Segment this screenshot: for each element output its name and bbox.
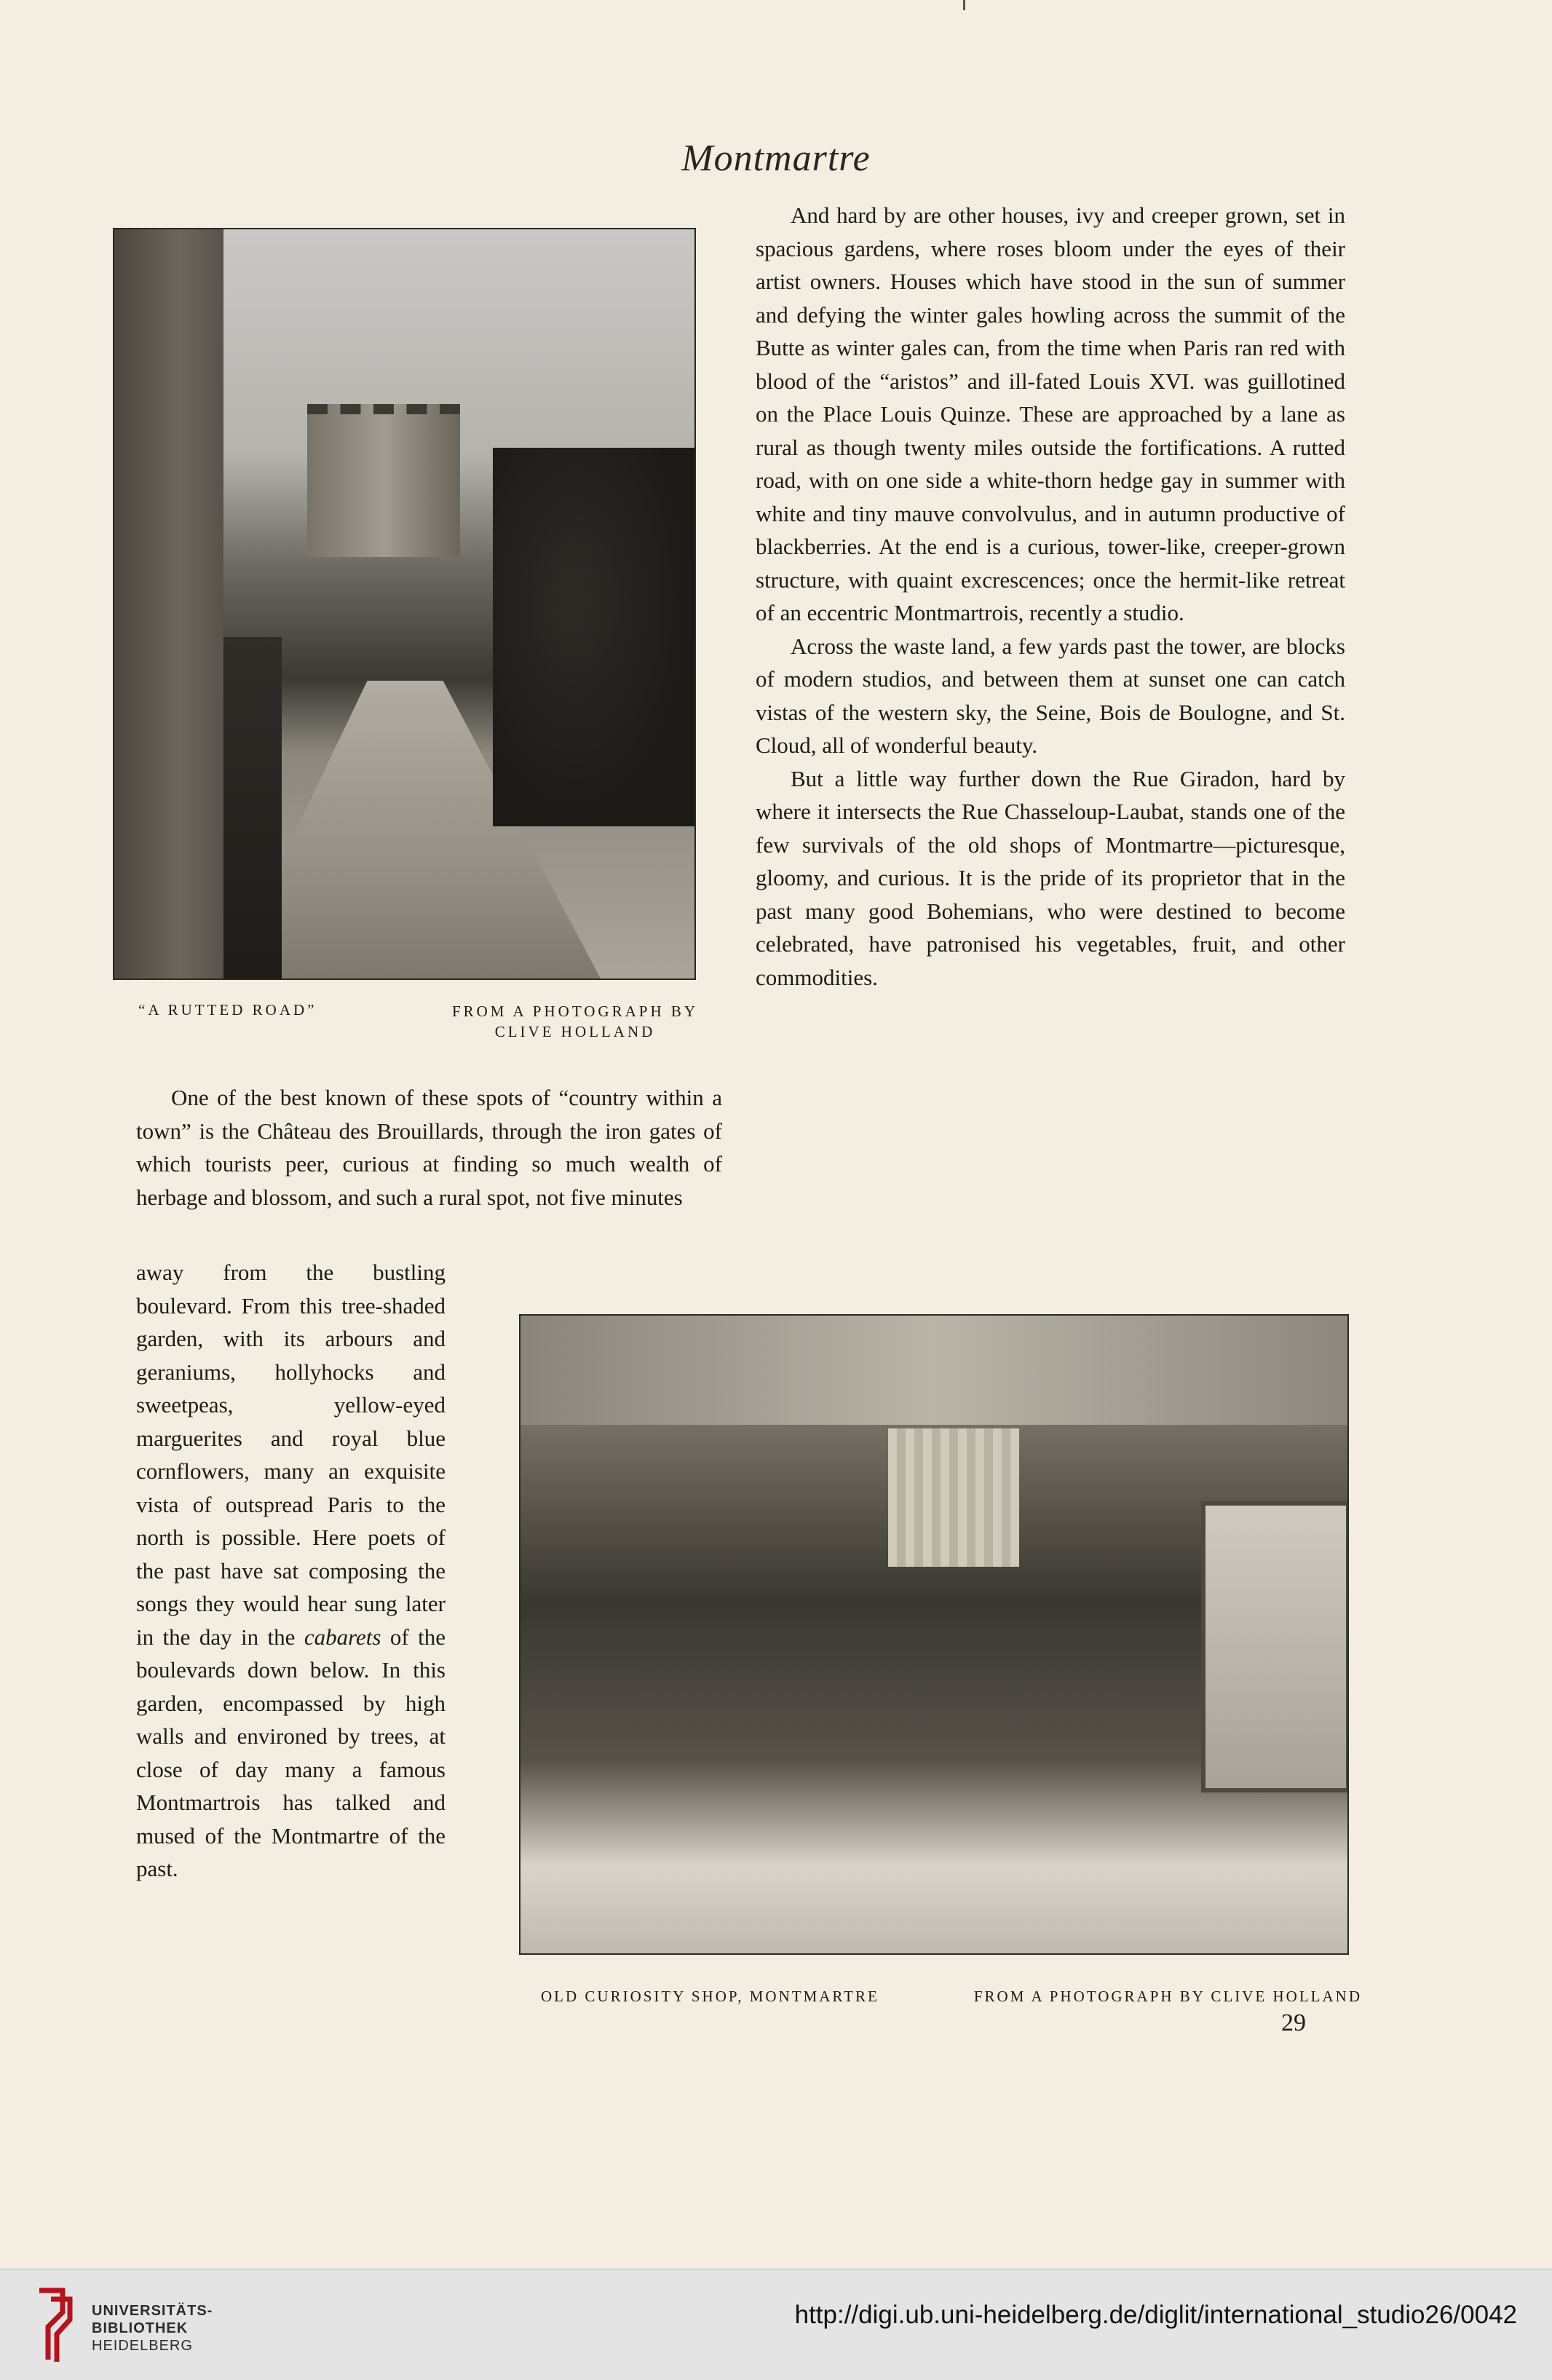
- paragraph: Across the waste land, a few yards past the tower, are blocks of modern studios, and between them at sunset one can catch vistas of the western sky, the Seine, Bois de Boulogne, and St. Cloud, all of wonderful beauty.: [756, 633, 1345, 758]
- page-number: 29: [1281, 2009, 1306, 2036]
- photo-window-shape: [1201, 1501, 1349, 1792]
- page-mark: [963, 0, 965, 10]
- figure1-credit: FROM A PHOTOGRAPH BY CLIVE HOLLAND: [451, 1003, 699, 1040]
- paragraph-text: away from the bustling boulevard. From this tree-shaded garden, with its arbours and geraniums, hollyhocks and sweetpeas, yellow-eyed marguerites and royal blue cornflowers, many an exquisite vista of outspread Paris to the north is possible. Here poets of the past have sat composing the songs they would hear sung later in the day in the: [136, 1260, 446, 1650]
- figure2-caption: OLD CURIOSITY SHOP, MONTMARTRE: [541, 1988, 879, 2005]
- photo-wall-shape: [114, 229, 223, 980]
- library-logo-icon: [33, 2283, 77, 2367]
- viewer-footer: [0, 2269, 1552, 2380]
- library-name: [92, 2302, 213, 2355]
- photo-awning-shape: [888, 1428, 1019, 1567]
- paragraph: But a little way further down the Rue Giradon, hard by where it intersects the Rue Chasseloup-Laubat, stands one of the few survivals of the old shops of Montmartre—picturesque, gloomy, and curious. It is the pride of its proprietor that in the past many good Bohemians, who were destined to become celebrated, have patronised his vegetables, fruit, and other commodities.: [756, 765, 1345, 990]
- photo-rutted-road: [113, 228, 696, 980]
- left-paragraph-continued: [136, 1256, 446, 1886]
- library-name-line: BIBLIOTHEK: [92, 2320, 189, 2336]
- figure1-caption: “A RUTTED ROAD”: [138, 1001, 317, 1019]
- italic-term: cabarets: [304, 1624, 381, 1650]
- photo-curiosity-shop: [519, 1314, 1349, 1955]
- photo-tower-shape: [307, 404, 460, 557]
- right-text-column: [756, 199, 1345, 994]
- left-paragraph-start: One of the best known of these spots of “country within a town” is the Château des Brouillards, through the iron gates of which tourists peer, curious at finding so much wealth of herbage and blossom, and such a rural spot, not five minutes: [136, 1085, 722, 1210]
- paragraph-text: of the boulevards down below. In this garden, encompassed by high walls and environed by trees, at close of day many a famous Montmartrois has talked and mused of the Montmartre of the past.: [136, 1624, 446, 1881]
- photo-facade-shape: [520, 1316, 1347, 1425]
- running-title: Montmartre: [681, 138, 871, 179]
- library-name-line: UNIVERSITÄTS-: [92, 2303, 213, 2319]
- figure2-credit: FROM A PHOTOGRAPH BY CLIVE HOLLAND: [973, 1988, 1362, 2005]
- library-name-line: HEIDELBERG: [92, 2338, 193, 2354]
- photo-pavement-shape: [520, 1869, 1347, 1955]
- photo-trees-shape: [493, 448, 696, 826]
- paragraph: And hard by are other houses, ivy and creeper grown, set in spacious gardens, where roses bloom under the eyes of their artist owners. Houses which have stood in the sun of summer and defying the winter gales howling across the summit of the Butte as winter gales can, from the time when Paris ran red with blood of the “aristos” and ill-fated Louis XVI. was guillotined on the Place Louis Quinze. These are approached by a lane as rural as though twenty miles outside the fortifications. A rutted road, with on one side a white-thorn hedge gay in summer with white and tiny mauve convolvulus, and in autumn productive of blackberries. At the end is a curious, tower-like, creeper-grown structure, with quaint excrescences; once the hermit-like retreat of an eccentric Montmartrois, recently a studio.: [756, 202, 1345, 625]
- permalink-url[interactable]: http://digi.ub.uni-heidelberg.de/diglit/international_studio26/0042: [794, 2301, 1517, 2329]
